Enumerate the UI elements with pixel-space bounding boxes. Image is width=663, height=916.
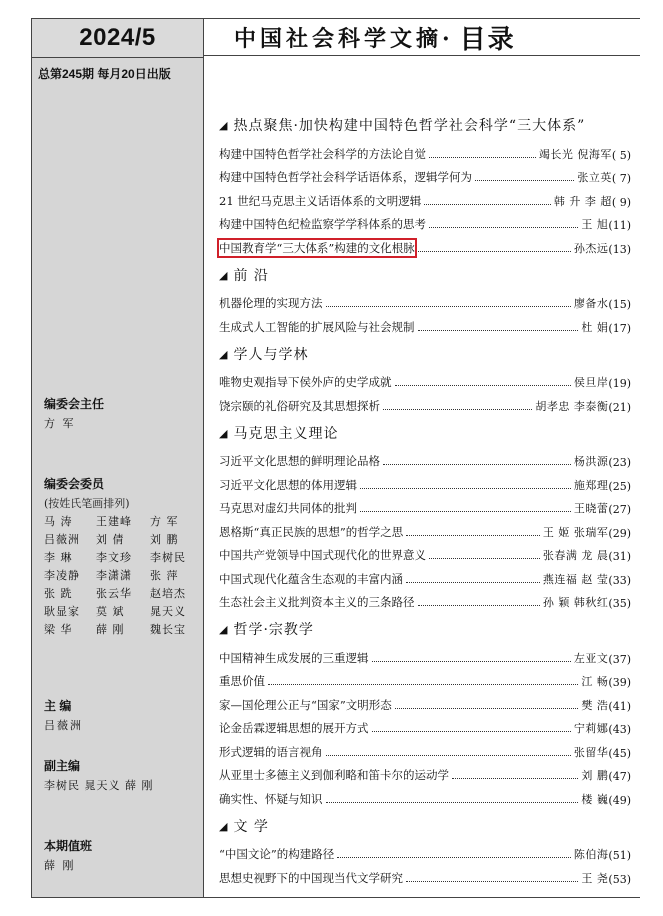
- entry-title[interactable]: 21 世纪马克思主义话语体系的文明逻辑: [219, 193, 422, 208]
- entry-page: (21): [608, 400, 631, 414]
- entry-authors: 张立英: [577, 171, 612, 184]
- issue-subtitle: 总第245期 每月20日出版: [38, 67, 171, 81]
- deputy-editor-names: 李树民 晁天义 薛 刚: [44, 779, 154, 792]
- entry-title[interactable]: 构建中国特色哲学社会科学话语体系，逻辑学何为: [219, 170, 472, 184]
- toc-entry[interactable]: [219, 311, 631, 335]
- entry-authors: 王 尧: [581, 871, 609, 885]
- highlighted-entry-title[interactable]: 中国教育学“三大体系”构建的文化根脉: [219, 240, 415, 255]
- entry-title[interactable]: 形式逻辑的语言视角: [219, 744, 323, 759]
- chief-editorial-name: 方 军: [44, 417, 76, 430]
- entry-title[interactable]: 家—国伦理公正与“国家”文明形态: [219, 697, 392, 712]
- dot-leader: [406, 881, 578, 882]
- entry-authors: 竭长光 倪海军: [538, 147, 612, 161]
- dot-leader: [383, 409, 532, 410]
- entry-page: (35): [608, 597, 631, 610]
- entry-page: (51): [608, 849, 631, 862]
- toc-entry[interactable]: [219, 839, 631, 863]
- entry-authors: 刘 鹏: [581, 769, 609, 782]
- toc-entry[interactable]: [219, 783, 631, 807]
- entry-title[interactable]: 习近平文化思想的鲜明理论品格: [219, 454, 380, 468]
- section-title: [219, 115, 631, 137]
- section-title: [219, 619, 631, 641]
- entry-authors: 杜 娟: [581, 320, 609, 334]
- dot-leader: [452, 778, 578, 779]
- dot-leader: [406, 582, 540, 583]
- dot-leader: [418, 251, 571, 252]
- members-grid: [44, 513, 200, 637]
- dot-leader: [360, 488, 571, 489]
- triangle-icon: ◢: [219, 819, 228, 833]
- toc-entry[interactable]: [219, 138, 631, 162]
- toc-section: [219, 619, 631, 807]
- editor-name: 吕薇洲: [44, 719, 83, 732]
- entry-title[interactable]: 习近平文化思想的体用逻辑: [219, 477, 357, 492]
- entry-title[interactable]: 论金岳霖逻辑思想的展开方式: [219, 721, 369, 735]
- toc-entry[interactable]: [219, 689, 631, 713]
- entry-page: (41): [608, 699, 631, 713]
- entry-authors: 侯旦岸: [573, 376, 609, 389]
- dot-leader: [429, 227, 578, 228]
- entry-authors: 樊 浩: [581, 698, 609, 712]
- toc-section: [219, 816, 631, 886]
- toc-entry[interactable]: [219, 713, 631, 737]
- entry-page: (17): [608, 321, 631, 335]
- entry-page: (29): [608, 526, 631, 540]
- member-name: 方 军: [150, 515, 179, 528]
- entry-page: (45): [608, 746, 631, 760]
- entry-page: ( 9): [611, 195, 631, 209]
- member-name: 莫 斌: [96, 605, 125, 618]
- toc-entry[interactable]: [219, 185, 631, 209]
- toc-entry[interactable]: [219, 162, 631, 186]
- toc-entry[interactable]: [219, 862, 631, 886]
- section-title: [219, 423, 631, 445]
- toc-entry[interactable]: [219, 209, 631, 233]
- entry-authors: 王晓蕾: [573, 502, 609, 515]
- dot-leader: [326, 306, 571, 307]
- title-bar: [204, 18, 640, 56]
- triangle-icon: ◢: [219, 268, 228, 282]
- dot-leader: [326, 755, 571, 756]
- issue-number: 2024/5: [32, 19, 203, 58]
- entry-page: ( 7): [611, 172, 631, 185]
- member-name: 李 琳: [44, 551, 73, 564]
- member-name: 薛 刚: [96, 623, 125, 636]
- entry-authors: 胡孝忠 李泰衡: [535, 399, 609, 413]
- dot-leader: [372, 731, 571, 732]
- triangle-icon: ◢: [219, 426, 228, 440]
- duty-block: [44, 837, 92, 873]
- duty-name: 薛 刚: [44, 859, 76, 872]
- dot-leader: [395, 385, 571, 386]
- toc-entry[interactable]: [219, 760, 631, 784]
- journal-title: 中国社会科学文摘·: [234, 25, 454, 52]
- entry-title[interactable]: 思想史视野下的中国现当代文学研究: [219, 870, 403, 885]
- entry-page: (37): [608, 652, 631, 666]
- entry-title[interactable]: 构建中国特色哲学社会科学的方法论自觉: [219, 146, 426, 161]
- dot-leader: [429, 157, 536, 158]
- entry-page: (19): [608, 377, 631, 390]
- editor-block: [44, 697, 83, 733]
- entry-authors: 韩 升 李 超: [553, 194, 612, 208]
- member-name: 张云华: [96, 587, 132, 600]
- entry-title[interactable]: 马克思对虚幻共同体的批判: [219, 501, 357, 515]
- section-title-text: 热点聚焦·加快构建中国特色哲学社会科学“三大体系”: [233, 118, 586, 134]
- section-title-text: 前 沿: [233, 267, 269, 284]
- member-name: 晁天义: [150, 605, 186, 618]
- entry-authors: 江 畅: [581, 675, 609, 688]
- toc-entry[interactable]: [219, 232, 631, 256]
- duty-label: 本期值班: [44, 839, 93, 853]
- dot-leader: [372, 661, 571, 662]
- deputy-editor-label: 副主编: [44, 759, 81, 773]
- toc-entry[interactable]: [219, 563, 631, 587]
- entry-page: ( 5): [611, 148, 631, 162]
- toc-entry[interactable]: [219, 390, 631, 414]
- entry-authors: 燕连福 赵 莹: [542, 572, 609, 586]
- section-title: [219, 344, 631, 366]
- entry-page: (33): [608, 573, 631, 587]
- entry-authors: 王 旭: [581, 218, 609, 231]
- entry-title[interactable]: 机器伦理的实现方法: [219, 296, 323, 310]
- entry-title[interactable]: 恩格斯“真正民族的思想”的哲学之思: [219, 524, 404, 539]
- member-name: 魏长宝: [150, 623, 186, 636]
- entry-authors: 左亚文: [573, 651, 609, 665]
- toc-entry[interactable]: [219, 540, 631, 564]
- members-label: 编委会委员: [44, 477, 105, 491]
- entry-authors: 施郑理: [573, 478, 609, 492]
- entry-title[interactable]: 构建中国特色纪检监察学学科体系的思考: [219, 217, 426, 231]
- entry-title[interactable]: 中国式现代化蕴含生态观的丰富内涵: [219, 571, 403, 586]
- member-name: 刘 鹏: [150, 533, 179, 546]
- entry-authors: 宁莉娜: [573, 722, 609, 735]
- toc-entry[interactable]: [219, 516, 631, 540]
- entry-title[interactable]: 确实性、怀疑与知识: [219, 791, 323, 806]
- member-name: 耿显家: [44, 605, 80, 618]
- bottom-rule: [31, 897, 640, 898]
- dot-leader: [383, 464, 571, 465]
- toc-section: [219, 115, 631, 256]
- entry-title[interactable]: 唯物史观指导下侯外庐的史学成就: [219, 375, 392, 389]
- toc-section: [219, 344, 631, 414]
- member-name: 梁 华: [44, 623, 73, 636]
- entry-page: (43): [608, 723, 631, 736]
- member-name: 李文珍: [96, 551, 132, 564]
- toc-entry[interactable]: [219, 666, 631, 690]
- section-title-text: 文 学: [233, 818, 269, 835]
- dot-leader: [337, 857, 571, 858]
- toc-entry[interactable]: [219, 736, 631, 760]
- entry-authors: 廖备水: [573, 297, 609, 310]
- dot-leader: [395, 708, 579, 709]
- entry-page: (15): [608, 298, 631, 311]
- entry-page: (25): [608, 479, 631, 493]
- entry-authors: 楼 巍: [581, 792, 609, 806]
- dot-leader: [429, 558, 540, 559]
- toc-entry[interactable]: [219, 367, 631, 391]
- section-title: [219, 816, 631, 838]
- entry-title[interactable]: 重思价值: [219, 674, 265, 688]
- dot-leader: [268, 684, 578, 685]
- entry-title[interactable]: 生态社会主义批判资本主义的三条路径: [219, 595, 415, 609]
- entry-authors: 王 姬 张瑞军: [542, 525, 609, 539]
- triangle-icon: ◢: [219, 347, 228, 361]
- toc-entry[interactable]: [219, 288, 631, 312]
- chief-editorial-label: 编委会主任: [44, 397, 105, 411]
- toc-label: 目录: [459, 24, 516, 55]
- dot-leader: [424, 204, 551, 205]
- section-title: [219, 265, 631, 287]
- member-name: 吕薇洲: [44, 533, 80, 546]
- sidebar: [31, 18, 204, 898]
- triangle-icon: ◢: [219, 119, 228, 132]
- member-name: 刘 倩: [96, 533, 125, 546]
- entry-page: (49): [608, 793, 631, 807]
- dot-leader: [360, 511, 571, 512]
- entry-page: (27): [608, 503, 631, 516]
- member-name: 张 萍: [150, 569, 179, 582]
- section-title-text: 哲学·宗教学: [233, 622, 314, 638]
- entry-title[interactable]: 生成式人工智能的扩展风险与社会规制: [219, 319, 415, 334]
- entry-page: (39): [608, 676, 631, 689]
- entry-page: (47): [608, 770, 631, 783]
- table-of-contents: [219, 106, 631, 890]
- section-title-text: 马克思主义理论: [233, 425, 339, 442]
- entry-authors: 张留华: [573, 745, 609, 759]
- members-note: (按姓氏笔画排列): [44, 497, 130, 510]
- members-block: [44, 475, 200, 637]
- entry-page: (53): [608, 872, 631, 886]
- member-name: 王建峰: [96, 515, 132, 528]
- member-name: 李潇潇: [96, 569, 132, 582]
- entry-authors: 孙 颖 韩秋红: [542, 596, 609, 609]
- toc-entry[interactable]: [219, 587, 631, 611]
- entry-title[interactable]: 饶宗颐的礼俗研究及其思想探析: [219, 398, 380, 413]
- toc-section: [219, 423, 631, 611]
- dot-leader: [406, 535, 540, 536]
- deputy-editor-block: [44, 757, 154, 793]
- entry-page: (23): [608, 456, 631, 469]
- entry-authors: 张春满 龙 晨: [542, 549, 609, 562]
- toc-entry[interactable]: [219, 493, 631, 517]
- entry-authors: 孙杰远: [573, 241, 609, 255]
- member-name: 张 跣: [44, 587, 73, 600]
- entry-title[interactable]: 中国共产党领导中国式现代化的世界意义: [219, 548, 426, 562]
- entry-title[interactable]: 从亚里士多德主义到伽利略和笛卡尔的运动学: [219, 768, 449, 782]
- member-name: 李凌静: [44, 569, 80, 582]
- chief-editorial-block: [44, 395, 104, 431]
- dot-leader: [475, 180, 574, 181]
- entry-authors: 陈伯海: [573, 848, 609, 861]
- dot-leader: [418, 605, 540, 606]
- member-name: 李树民: [150, 551, 186, 564]
- toc-entry[interactable]: [219, 642, 631, 666]
- toc-entry[interactable]: [219, 469, 631, 493]
- toc-entry[interactable]: [219, 446, 631, 470]
- triangle-icon: ◢: [219, 623, 228, 636]
- entry-authors: 杨洪源: [573, 455, 609, 468]
- entry-page: (13): [608, 242, 631, 256]
- member-name: 马 涛: [44, 515, 73, 528]
- dot-leader: [418, 330, 579, 331]
- editor-label: 主 编: [44, 699, 72, 713]
- toc-section: [219, 265, 631, 335]
- dot-leader: [326, 802, 579, 803]
- entry-page: (31): [608, 550, 631, 563]
- section-title-text: 学人与学林: [233, 346, 309, 363]
- entry-title[interactable]: “中国文论”的构建路径: [219, 847, 335, 861]
- entry-title[interactable]: 中国精神生成发展的三重逻辑: [219, 650, 369, 665]
- member-name: 赵培杰: [150, 587, 186, 600]
- entry-page: (11): [608, 219, 631, 232]
